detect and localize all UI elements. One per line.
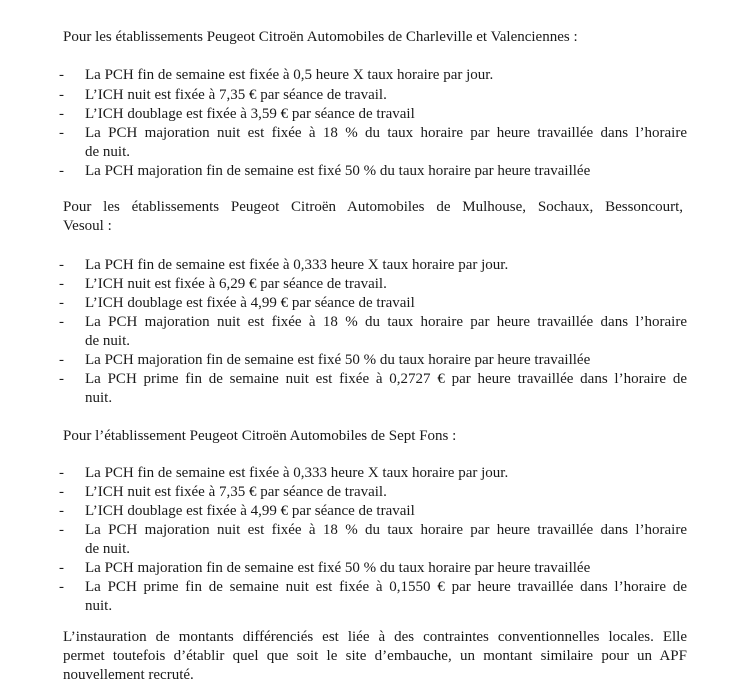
item-text: La PCH majoration nuit est fixée à 18 % du taux horaire par heure travaillée dans l’horaire (85, 522, 687, 538)
dash-marker: - (59, 503, 64, 519)
dash-marker: - (59, 484, 64, 500)
dash-marker: - (59, 125, 64, 141)
dash-marker: - (59, 522, 64, 538)
item-text: La PCH fin de semaine est fixée à 0,333 heure X taux horaire par jour. (85, 465, 509, 481)
dash-marker: - (59, 314, 64, 330)
item-text: L’ICH doublage est fixée à 4,99 € par séance de travail (85, 503, 415, 519)
item-text: L’ICH doublage est fixée à 4,99 € par séance de travail (85, 295, 415, 311)
item-text: L’ICH nuit est fixée à 6,29 € par séance de travail. (85, 276, 387, 292)
dash-marker: - (59, 465, 64, 481)
dash-marker: - (59, 579, 64, 595)
item-text-continued: de nuit. (85, 144, 130, 160)
dash-marker: - (59, 106, 64, 122)
item-text: L’ICH nuit est fixée à 7,35 € par séance de travail. (85, 87, 387, 103)
closing-paragraph-continued: permet toutefois d’établir quel que soit le site d’embauche, un montant similaire pour un APF (63, 648, 687, 664)
closing-paragraph-end: nouvellement recruté. (63, 667, 194, 683)
item-text: La PCH majoration nuit est fixée à 18 % du taux horaire par heure travaillée dans l’horaire (85, 125, 687, 141)
closing-paragraph: L’instauration de montants différenciés est liée à des contraintes conventionnelles locales. Elle (63, 629, 687, 645)
item-text: L’ICH nuit est fixée à 7,35 € par séance de travail. (85, 484, 387, 500)
item-text: La PCH majoration fin de semaine est fixé 50 % du taux horaire par heure travaillée (85, 560, 591, 576)
item-text-continued: de nuit. (85, 333, 130, 349)
item-text-continued: nuit. (85, 390, 113, 406)
item-text-continued: de nuit. (85, 541, 130, 557)
dash-marker: - (59, 560, 64, 576)
item-text: L’ICH doublage est fixée à 3,59 € par séance de travail (85, 106, 415, 122)
dash-marker: - (59, 371, 64, 387)
item-text: La PCH prime fin de semaine nuit est fixée à 0,2727 € par heure travaillée dans l’horaire de (85, 371, 687, 387)
item-text: La PCH majoration fin de semaine est fixé 50 % du taux horaire par heure travaillée (85, 163, 591, 179)
item-text: La PCH prime fin de semaine nuit est fixée à 0,1550 € par heure travaillée dans l’horaire de (85, 579, 687, 595)
section-heading-continued: Vesoul : (63, 218, 112, 234)
dash-marker: - (59, 352, 64, 368)
item-text-continued: nuit. (85, 598, 113, 614)
item-text: La PCH fin de semaine est fixée à 0,5 heure X taux horaire par jour. (85, 67, 494, 83)
dash-marker: - (59, 87, 64, 103)
dash-marker: - (59, 257, 64, 273)
dash-marker: - (59, 295, 64, 311)
section-heading: Pour les établissements Peugeot Citroën Automobiles de Charleville et Valenciennes : (63, 29, 578, 45)
item-text: La PCH majoration fin de semaine est fixé 50 % du taux horaire par heure travaillée (85, 352, 591, 368)
section-heading: Pour l’établissement Peugeot Citroën Automobiles de Sept Fons : (63, 428, 457, 444)
dash-marker: - (59, 276, 64, 292)
dash-marker: - (59, 163, 64, 179)
section-heading: Pour les établissements Peugeot Citroën Automobiles de Mulhouse, Sochaux, Bessoncourt, (63, 199, 683, 215)
dash-marker: - (59, 67, 64, 83)
item-text: La PCH majoration nuit est fixée à 18 % du taux horaire par heure travaillée dans l’horaire (85, 314, 687, 330)
item-text: La PCH fin de semaine est fixée à 0,333 heure X taux horaire par jour. (85, 257, 509, 273)
